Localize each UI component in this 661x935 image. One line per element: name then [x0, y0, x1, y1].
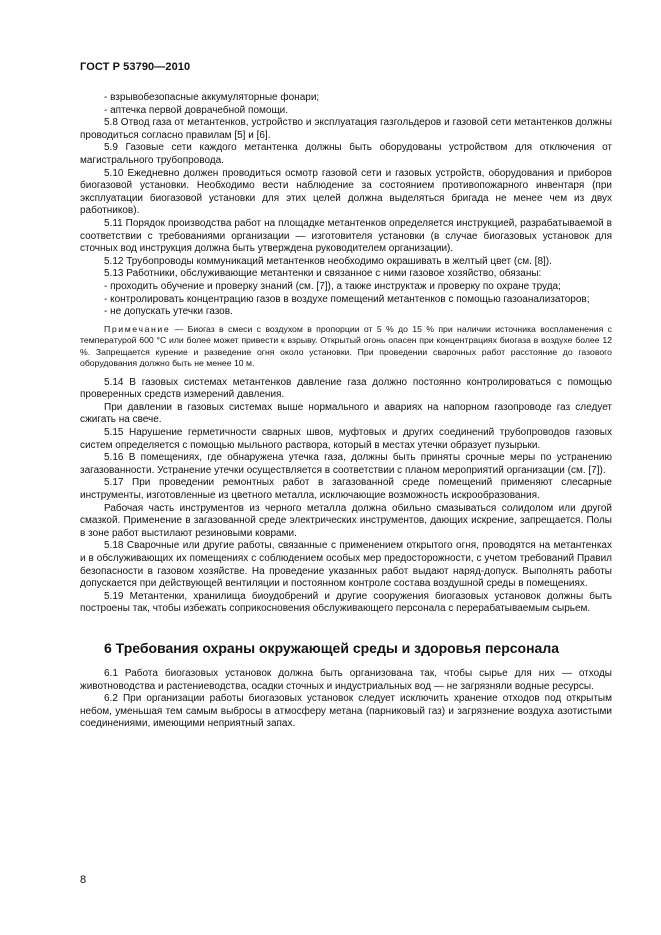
paragraph: 6.2 При организации работы биогазовых установок следует исключить хранение отходов под открытым небом, уменьшая тем самым выбросы в атмосферу метана (парниковый газ) и загрязнение воздуха азотистыми соединениями, имеющими неприятный запах. — [80, 693, 612, 730]
paragraph: 5.19 Метантенки, хранилища биоудобрений и другие сооружения биогазовых установок должны быть построены так, чтобы избежать соприкосновения обслуживающего персонала с перерабатываемым сырьем. — [80, 590, 612, 615]
note-label: Примечание — [104, 323, 171, 334]
note — [80, 324, 612, 370]
paragraph: 5.18 Сварочные или другие работы, связанные с применением открытого огня, проводятся на метантенках и в обслуживающих их помещениях с соблюдением особых мер предосторожности, с учетом требований Правил безопасности в газовом хозяйстве. На проведение указанных работ выдают наряд-допуск. Выполнять работы допускается при действующей вентиляции и постоянном контроле состава воздушной среды в помещениях. — [80, 540, 612, 590]
paragraph: 5.8 Отвод газа от метантенков, устройство и эксплуатация газгольдеров и газовой сети метантенков должны проводиться согласно правилам [5] и [6]. — [80, 117, 612, 141]
paragraph: При давлении в газовых системах выше нормального и авариях на напорном газопроводе газ следует сжигать на свече. — [80, 401, 612, 426]
paragraph: - аптечка первой доврачебной помощи. — [104, 104, 289, 116]
paragraph: 5.13 Работники, обслуживающие метантенки и связанное с ними газовое хозяйство, обязаны: — [104, 268, 542, 280]
section-heading: 6 Требования охраны окружающей среды и здоровья персонала — [104, 639, 559, 656]
document-body — [80, 92, 612, 731]
paragraph: 5.14 В газовых системах метантенков давление газа должно постоянно контролироваться с помощью проверенных средств измерений давления. — [80, 376, 612, 401]
paragraph: 5.15 Нарушение герметичности сварных швов, муфтовых и других соединений трубопроводов газовых систем определяется с помощью мыльного раствора, который в местах утечки образует пузырьки. — [80, 427, 612, 451]
note-text: — Биогаз в смеси с воздухом в пропорции от 5 % до 15 % при наличии источника воспламенения с температурой 600 °С или более может привести к взрыву. Открытый огонь опасен при концентрациях биогаза в воздухе более 12 %. Запрещается курение и разведение огня около установки. При проведении сварочных работ расстояние до газового оборудования должно быть не менее 10 м. — [80, 323, 612, 369]
paragraph: 5.12 Трубопроводы коммуникаций метантенков необходимо окрашивать в желтый цвет (см. [8]). — [104, 255, 552, 267]
paragraph: - взрывобезопасные аккумуляторные фонари; — [104, 92, 320, 103]
page-number: 8 — [80, 874, 87, 886]
paragraph: 5.11 Порядок производства работ на площадке метантенков определяется инструкцией, разрабатываемой в соответствии с требованиями организации — изготовителя установки (в случае биогазовых установок для сточных вод инструкция должна быть утверждена руководителем организации). — [80, 217, 612, 255]
standard-header: ГОСТ Р 53790—2010 — [80, 61, 191, 73]
paragraph: 5.16 В помещениях, где обнаружена утечка газа, должны быть приняты срочные меры по устранению загазованности. Устранение утечки осуществляется в соответствии с планом мероприятий организации (см. [7]). — [80, 452, 612, 476]
paragraph: - контролировать концентрацию газов в воздухе помещений метантенков с помощью газоанализаторов; — [104, 293, 590, 305]
paragraph: 5.10 Ежедневно должен проводиться осмотр газовой сети и газовых устройств, оборудования и приборов биогазовой установки. Необходимо вести наблюдение за состоянием противопожарного инвентаря (при эксплуатации биогазовой установки для этих целей должна выделяться бригада не менее чем из двух работников). — [80, 167, 612, 217]
paragraph: Рабочая часть инструментов из черного металла должна обильно смазываться солидолом или другой смазкой. Применение в загазованной среде электрических инструментов, дающих искрение, запрещается. Полы в зоне работ выстилают резиновыми коврами. — [80, 502, 612, 539]
paragraph: - не допускать утечки газов. — [104, 306, 233, 318]
paragraph: - проходить обучение и проверку знаний (см. [7]), а также инструктаж и проверку по охране труда; — [104, 280, 561, 292]
paragraph: 6.1 Работа биогазовых установок должна быть организована так, чтобы сырье для них — отходы животноводства и растениеводства, осадки сточных и индустриальных вод — не загрязняли водные ресурсы. — [80, 667, 612, 692]
paragraph: 5.17 При проведении ремонтных работ в загазованной среде помещений применяют слесарные инструменты, изготовленные из цветного металла, исключающие возможность искрообразования. — [80, 477, 612, 502]
paragraph: 5.9 Газовые сети каждого метантенка должны быть оборудованы устройством для отключения от магистрального трубопровода. — [80, 142, 612, 166]
